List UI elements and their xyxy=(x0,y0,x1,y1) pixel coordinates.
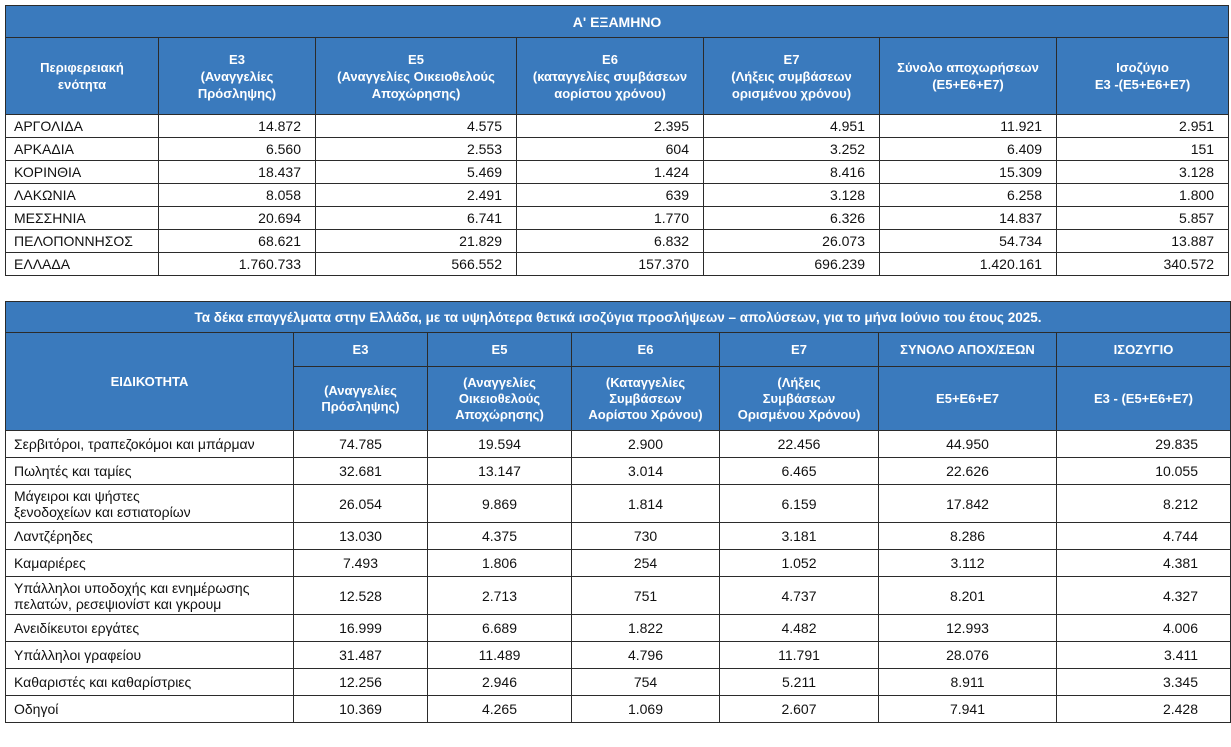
cell-e3: 14.872 xyxy=(159,115,316,138)
cell-total: 3.112 xyxy=(879,550,1057,577)
header-line: Ε3 xyxy=(229,51,245,67)
cell-balance: 8.212 xyxy=(1057,485,1231,523)
cell-e5: 2.713 xyxy=(428,577,572,615)
profession-name xyxy=(6,577,294,615)
header-line: Συμβάσεων xyxy=(609,390,682,406)
cell-e3: 12.256 xyxy=(294,669,428,696)
cell-e5: 6.741 xyxy=(316,207,517,230)
cell-e6: 1.069 xyxy=(572,696,720,723)
cell-e5: 2.491 xyxy=(316,184,517,207)
table1-header-row xyxy=(6,38,1229,115)
table2-code-header: Ε6 xyxy=(572,333,720,367)
table-row xyxy=(6,523,1231,550)
profession-line: Πωλητές και ταμίες xyxy=(14,463,132,479)
cell-total: 12.993 xyxy=(879,615,1057,642)
cell-balance: 340.572 xyxy=(1057,253,1229,276)
cell-e5: 566.552 xyxy=(316,253,517,276)
header-line: Ε3 - (Ε5+Ε6+Ε7) xyxy=(1094,390,1193,406)
cell-e5: 21.829 xyxy=(316,230,517,253)
cell-balance: 13.887 xyxy=(1057,230,1229,253)
cell-e6: 2.900 xyxy=(572,431,720,458)
cell-e6: 3.014 xyxy=(572,458,720,485)
header-line: Ορισμένου Χρόνου) xyxy=(737,406,861,422)
header-line: (Καταγγελίες xyxy=(605,374,686,390)
header-line: Αποχώρησης) xyxy=(455,406,544,422)
cell-total: 6.409 xyxy=(880,138,1057,161)
cell-e5: 4.575 xyxy=(316,115,517,138)
table2-description-header xyxy=(879,367,1057,431)
cell-e6: 604 xyxy=(517,138,704,161)
profession-name xyxy=(6,485,294,523)
cell-e6: 6.832 xyxy=(517,230,704,253)
profession-name xyxy=(6,669,294,696)
header-line: (Λήξεις xyxy=(777,374,821,390)
region-name: ΑΡΚΑΔΙΑ xyxy=(6,138,159,161)
table-row xyxy=(6,138,1229,161)
profession-line: Λαντζέρηδες xyxy=(14,528,93,544)
profession-name xyxy=(6,615,294,642)
profession-line: πελατών, ρεσεψιονίστ και γκρουμ xyxy=(14,595,222,612)
cell-e7: 3.181 xyxy=(720,523,879,550)
cell-e7: 2.607 xyxy=(720,696,879,723)
table2-code-header: ΣΥΝΟΛΟ ΑΠΟΧ/ΣΕΩΝ xyxy=(879,333,1057,367)
cell-total: 54.734 xyxy=(880,230,1057,253)
header-line: (Αναγγελίες xyxy=(324,382,397,398)
header-line: Αποχώρησης) xyxy=(371,85,461,101)
cell-e7: 26.073 xyxy=(704,230,880,253)
table-row xyxy=(6,485,1231,523)
table-row xyxy=(6,669,1231,696)
cell-e7: 1.052 xyxy=(720,550,879,577)
header-line: Ε3 -(Ε5+Ε6+Ε7) xyxy=(1094,77,1191,92)
table-row xyxy=(6,642,1231,669)
cell-e6: 1.814 xyxy=(572,485,720,523)
table2-code-row xyxy=(6,333,1231,367)
cell-e6: 1.770 xyxy=(517,207,704,230)
profession-line: Μάγειροι και ψήστες xyxy=(14,487,140,504)
regional-semester-table xyxy=(5,5,1229,276)
table1-column-header xyxy=(517,38,704,115)
cell-e7: 4.482 xyxy=(720,615,879,642)
cell-e5: 11.489 xyxy=(428,642,572,669)
table-row xyxy=(6,615,1231,642)
table-row xyxy=(6,458,1231,485)
region-name: ΜΕΣΣΗΝΙΑ xyxy=(6,207,159,230)
cell-e6: 157.370 xyxy=(517,253,704,276)
profession-name xyxy=(6,550,294,577)
cell-e5: 4.375 xyxy=(428,523,572,550)
table2-description-header xyxy=(294,367,428,431)
profession-line: Υπάλληλοι γραφείου xyxy=(14,647,142,663)
table-row xyxy=(6,253,1229,276)
header-line: Σύνολο αποχωρήσεων xyxy=(897,60,1039,75)
header-line: Περιφερειακή xyxy=(40,60,124,75)
profession-name xyxy=(6,458,294,485)
table1-body xyxy=(6,115,1229,276)
cell-e7: 6.465 xyxy=(720,458,879,485)
header-line: (Λήξεις συμβάσεων xyxy=(731,68,852,84)
header-line: (καταγγελίες συμβάσεων xyxy=(532,68,688,84)
profession-line: Υπάλληλοι υποδοχής και ενημέρωσης xyxy=(14,579,250,596)
table2-code-header: Ε7 xyxy=(720,333,879,367)
profession-name xyxy=(6,431,294,458)
table1-title: Α' ΕΞΑΜΗΝΟ xyxy=(6,6,1229,38)
cell-total: 6.258 xyxy=(880,184,1057,207)
table2-code-header: Ε3 xyxy=(294,333,428,367)
header-line: Πρόσληψης) xyxy=(197,85,277,101)
cell-total: 8.201 xyxy=(879,577,1057,615)
cell-e6: 1.424 xyxy=(517,161,704,184)
cell-balance: 2.951 xyxy=(1057,115,1229,138)
table-row xyxy=(6,161,1229,184)
table-row xyxy=(6,207,1229,230)
cell-e5: 2.553 xyxy=(316,138,517,161)
cell-total: 7.941 xyxy=(879,696,1057,723)
top-professions-table xyxy=(5,301,1231,723)
region-name: ΕΛΛΑΔΑ xyxy=(6,253,159,276)
cell-e7: 22.456 xyxy=(720,431,879,458)
cell-total: 8.286 xyxy=(879,523,1057,550)
cell-balance: 29.835 xyxy=(1057,431,1231,458)
cell-e6: 4.796 xyxy=(572,642,720,669)
table1-column-header xyxy=(704,38,880,115)
table2-code-header: ΙΣΟΖΥΓΙΟ xyxy=(1057,333,1231,367)
cell-e7: 5.211 xyxy=(720,669,879,696)
table1-column-header xyxy=(316,38,517,115)
cell-balance: 4.744 xyxy=(1057,523,1231,550)
cell-e6: 1.822 xyxy=(572,615,720,642)
header-line: Πρόσληψης) xyxy=(321,398,400,414)
cell-e5: 19.594 xyxy=(428,431,572,458)
cell-e3: 20.694 xyxy=(159,207,316,230)
cell-e6: 254 xyxy=(572,550,720,577)
cell-e7: 11.791 xyxy=(720,642,879,669)
header-line: Ε7 xyxy=(783,51,800,67)
profession-name xyxy=(6,523,294,550)
table2-body xyxy=(6,431,1231,723)
cell-e6: 754 xyxy=(572,669,720,696)
table2-description-header xyxy=(572,367,720,431)
header-line: Ισοζύγιο xyxy=(1116,60,1169,75)
table1-column-header xyxy=(1057,38,1229,115)
cell-e3: 6.560 xyxy=(159,138,316,161)
header-line: ενότητα xyxy=(57,77,107,92)
cell-total: 8.911 xyxy=(879,669,1057,696)
cell-e6: 2.395 xyxy=(517,115,704,138)
cell-e3: 16.999 xyxy=(294,615,428,642)
header-line: (Αναγγελίες xyxy=(463,374,536,390)
header-line: αορίστου χρόνου) xyxy=(554,85,666,101)
cell-e5: 4.265 xyxy=(428,696,572,723)
cell-e5: 6.689 xyxy=(428,615,572,642)
cell-balance: 2.428 xyxy=(1057,696,1231,723)
cell-e3: 74.785 xyxy=(294,431,428,458)
region-name: ΚΟΡΙΝΘΙΑ xyxy=(6,161,159,184)
region-name: ΠΕΛΟΠΟΝΝΗΣΟΣ xyxy=(6,230,159,253)
cell-e3: 13.030 xyxy=(294,523,428,550)
cell-total: 44.950 xyxy=(879,431,1057,458)
cell-e7: 696.239 xyxy=(704,253,880,276)
table2-code-header: Ε5 xyxy=(428,333,572,367)
cell-e6: 730 xyxy=(572,523,720,550)
cell-balance: 4.381 xyxy=(1057,550,1231,577)
profession-line: Οδηγοί xyxy=(14,701,59,717)
header-line: (Αναγγελίες Οικειοθελούς xyxy=(337,68,495,84)
cell-e7: 4.951 xyxy=(704,115,880,138)
cell-e3: 32.681 xyxy=(294,458,428,485)
specialty-header: ΕΙΔΙΚΟΤΗΤΑ xyxy=(6,333,294,431)
header-line: Ε6 xyxy=(602,51,618,67)
header-line: Ε5 xyxy=(408,51,424,67)
cell-total: 14.837 xyxy=(880,207,1057,230)
cell-e3: 68.621 xyxy=(159,230,316,253)
cell-e5: 5.469 xyxy=(316,161,517,184)
header-line: (Αναγγελίες xyxy=(200,68,274,84)
cell-e5: 2.946 xyxy=(428,669,572,696)
cell-e3: 12.528 xyxy=(294,577,428,615)
profession-line: Καθαριστές και καθαρίστριες xyxy=(14,674,192,690)
table-row xyxy=(6,115,1229,138)
region-name: ΑΡΓΟΛΙΔΑ xyxy=(6,115,159,138)
cell-e3: 26.054 xyxy=(294,485,428,523)
cell-balance: 3.345 xyxy=(1057,669,1231,696)
profession-line: ξενοδοχείων και εστιατορίων xyxy=(14,503,191,520)
cell-balance: 4.327 xyxy=(1057,577,1231,615)
cell-e5: 13.147 xyxy=(428,458,572,485)
table-row xyxy=(6,184,1229,207)
cell-e7: 6.159 xyxy=(720,485,879,523)
cell-e6: 639 xyxy=(517,184,704,207)
cell-total: 22.626 xyxy=(879,458,1057,485)
cell-balance: 3.128 xyxy=(1057,161,1229,184)
profession-line: Σερβιτόροι, τραπεζοκόμοι και μπάρμαν xyxy=(14,436,255,452)
table-row xyxy=(6,577,1231,615)
header-line: Αορίστου Χρόνου) xyxy=(588,406,703,422)
cell-total: 28.076 xyxy=(879,642,1057,669)
profession-line: Καμαριέρες xyxy=(14,555,86,571)
header-line: Συμβάσεων xyxy=(762,390,836,406)
table-row xyxy=(6,550,1231,577)
table1-column-header xyxy=(6,38,159,115)
cell-e7: 3.128 xyxy=(704,184,880,207)
cell-balance: 4.006 xyxy=(1057,615,1231,642)
cell-e7: 6.326 xyxy=(704,207,880,230)
profession-line: Ανειδίκευτοι εργάτες xyxy=(14,620,140,636)
cell-total: 15.309 xyxy=(880,161,1057,184)
header-line: Οικειοθελούς xyxy=(458,390,541,406)
cell-e3: 31.487 xyxy=(294,642,428,669)
profession-name xyxy=(6,696,294,723)
table-row xyxy=(6,696,1231,723)
cell-e3: 10.369 xyxy=(294,696,428,723)
cell-balance: 5.857 xyxy=(1057,207,1229,230)
cell-balance: 3.411 xyxy=(1057,642,1231,669)
cell-e3: 18.437 xyxy=(159,161,316,184)
header-line: Ε5+Ε6+Ε7 xyxy=(936,390,999,406)
table-row xyxy=(6,431,1231,458)
header-line: (Ε5+Ε6+Ε7) xyxy=(932,77,1004,92)
cell-e7: 4.737 xyxy=(720,577,879,615)
cell-balance: 1.800 xyxy=(1057,184,1229,207)
cell-e7: 3.252 xyxy=(704,138,880,161)
cell-e5: 9.869 xyxy=(428,485,572,523)
region-name: ΛΑΚΩΝΙΑ xyxy=(6,184,159,207)
cell-e3: 8.058 xyxy=(159,184,316,207)
header-line: ορισμένου χρόνου) xyxy=(731,85,852,101)
table2-description-header xyxy=(720,367,879,431)
cell-balance: 151 xyxy=(1057,138,1229,161)
table2-title: Τα δέκα επαγγέλματα στην Ελλάδα, με τα υψηλότερα θετικά ισοζύγια προσλήψεων – απολύσεων, για το μήνα Ιούνιο του έτους 2025. xyxy=(6,302,1231,333)
cell-e6: 751 xyxy=(572,577,720,615)
cell-e3: 1.760.733 xyxy=(159,253,316,276)
cell-total: 11.921 xyxy=(880,115,1057,138)
cell-e5: 1.806 xyxy=(428,550,572,577)
cell-e7: 8.416 xyxy=(704,161,880,184)
table-row xyxy=(6,230,1229,253)
table1-column-header xyxy=(159,38,316,115)
profession-name xyxy=(6,642,294,669)
cell-e3: 7.493 xyxy=(294,550,428,577)
cell-total: 17.842 xyxy=(879,485,1057,523)
cell-balance: 10.055 xyxy=(1057,458,1231,485)
table2-description-header xyxy=(428,367,572,431)
table1-column-header xyxy=(880,38,1057,115)
table2-description-header xyxy=(1057,367,1231,431)
cell-total: 1.420.161 xyxy=(880,253,1057,276)
